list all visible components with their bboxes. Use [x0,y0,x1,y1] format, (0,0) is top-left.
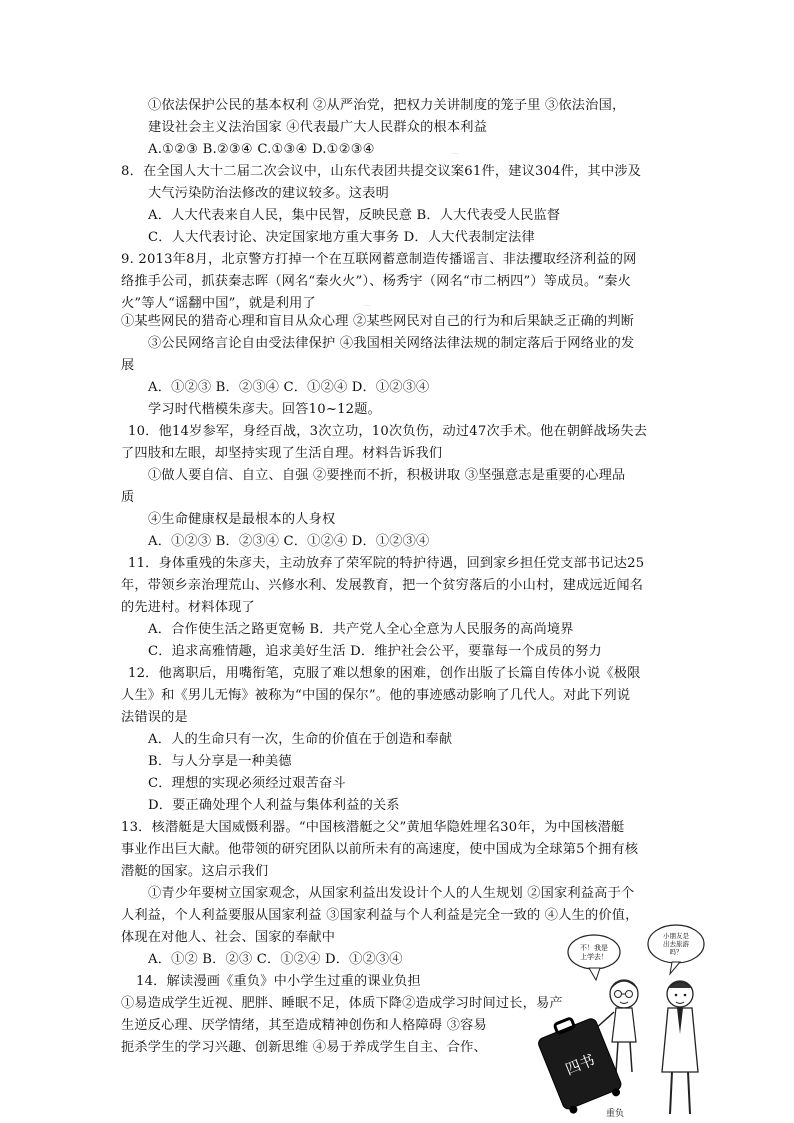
bubble-left-text-1: 不！我是 [580,944,608,952]
q7-choices: A.①②③ B.②③④ C.①③④ D.①②③④ [148,142,375,157]
q11-options-cd: C．追求高雅情趣，追求美好生活 D．维护社会公平，要靠每一个成员的努力 [148,644,602,659]
q13-option-line-2: 人利益，个人利益要服从国家利益 ③国家利益与个人利益是完全一致的 ④人生的价值， [121,908,639,923]
q14-line-2: ①易造成学生近视、肥胖、睡眠不足，体质下降②造成学习时间过长，易产 [121,996,563,1011]
cartoon-burden-illustration [534,922,706,1122]
q9-option-line-2: ③公民网络言论自由受法律保护 ④我国相关网络法律法规的制定落后于网络业的发 [148,336,635,351]
q12-option-a: A．人的生命只有一次，生命的价值在于创造和奉献 [148,732,453,747]
q9-line-2: 络推手公司，抓获秦志晖（网名“秦火火”）、杨秀宇（网名“市二柄四”）等成员。“秦火 [121,274,632,289]
watermark-mark: ..... [452,150,459,155]
q9-line-3: 火”等人“谣翻中国”，就是利用了 [121,296,316,311]
q14-line-3: 生逆反心理、厌学情绪，其至造成精神创伤和人格障碍 ③容易 [121,1018,487,1033]
q13-line-3: 潜艇的国家。这启示我们 [121,864,269,879]
bubble-left-text-2: 上学去！ [580,953,608,961]
q7-option-line-1: ①依法保护公民的基本权利 ②从严治党，把权力关讲制度的笼子里 ③依法治国， [148,98,626,113]
q9-option-line-3: 展 [121,358,135,373]
q9-option-line-1: ①某些网民的猎奇心理和盲目从众心理 ②某些网民对自己的行为和后果缺乏正确的判断 [121,314,635,329]
q12-option-b: B．与人分享是一种美德 [148,754,292,769]
q10-line-1: 10．他14岁参军，身经百战，3次立功，10次负伤，动过47次手术。他在朝鲜战场失去 [128,424,648,439]
suitcase-label: 四书 [562,1050,598,1079]
q9-choices: A．①②③ B．②③④ C．①②④ D．①②③④ [148,380,430,395]
q10-option-line-2: 质 [121,490,135,505]
q12-option-c: C．理想的实现必须经过艰苦奋斗 [148,776,346,791]
watermark-mark: ..... [364,302,371,307]
q12-line-2: 人生》和《男儿无悔》被称为“中国的保尔”。他的事迹感动影响了几代人。对此下列说 [121,688,631,703]
q14-line-4: 扼杀学生的学习兴趣、创新思维 ④易于养成学生自主、合作、 [121,1040,487,1055]
q11-line-2: 年，带领乡亲治理荒山、兴修水利、发展教育，把一个贫穷落后的小山村，建成远近闻名 [121,578,644,593]
bubble-right-text-2: 出去旅游 [663,940,689,948]
bubble-right-text-3: 吗？ [669,948,683,956]
q12-line-3: 法错误的是 [121,710,188,725]
section-intro: 学习时代楷模朱彦夫。回答10~12题。 [148,402,382,417]
q10-line-2: 了四肢和左眼，却坚持实现了生活自理。材料告诉我们 [121,446,443,461]
q9-line-1: 9. 2013年8月，北京警方打掉一个在互联网蓄意制造传播谣言、非法攫取经济利益的网 [121,252,637,267]
q12-option-d: D．要正确处理个人利益与集体利益的关系 [148,798,400,813]
q13-option-line-3: 体现在对他人、社会、国家的奉献中 [121,930,336,945]
q12-line-1: 12．他离职后，用嘴衔笔，克服了难以想象的困难，创作出版了长篇自传体小说《极限 [128,666,641,681]
q11-options-ab: A．合作使生活之路更宽畅 B．共产党人全心全意为人民服务的高尚境界 [148,622,574,637]
q11-line-1: 11．身体重残的朱彦夫，主动放弃了荣军院的特护待遇，回到家乡担任党支部书记达25 [128,556,645,571]
q13-option-line-1: ①青少年要树立国家观念，从国家利益出发设计个人的人生规划 ②国家利益高于个 [148,886,635,901]
bubble-right-text-1: 小朋友是 [663,932,689,940]
q13-line-2: 事业作出巨大献。他带领的研究团队以前所未有的高速度，使中国成为全球第5个拥有核 [121,842,639,857]
q7-option-line-2: 建设社会主义法治国家 ④代表最广大人民群众的根本利益 [148,120,488,135]
q14-line-1: 14．解读漫画《重负》中小学生过重的课业负担 [136,974,421,989]
q13-choices: A．①② B．②③ C．①②④ D．①②③④ [148,952,403,967]
q8-options-cd: C．人大代表讨论、决定国家地方重大事务 D．人大代表制定法律 [148,230,535,245]
q8-options-ab: A．人大代表来自人民，集中民智，反映民意 B．人大代表受人民监督 [148,208,561,223]
q13-line-1: 13．核潜艇是大国威慑利器。“中国核潜艇之父”黄旭华隐姓埋名30年，为中国核潜艇 [121,820,625,835]
q10-option-line-1: ①做人要自信、自立、自强 ②要挫而不折，积极讲取 ③坚强意志是重要的心理品 [148,468,626,483]
q8-line-2: 大气污染防治法修改的建议较多。这表明 [148,186,389,201]
q8-line-1: 8．在全国人大十二届二次会议中，山东代表团共提交议案61件，建议304件，其中涉及 [121,164,642,179]
cartoon-caption: 重负 [606,1109,625,1119]
q10-choices: A．①②③ B．②③④ C．①②④ D．①②③④ [148,534,430,549]
q11-line-3: 的先进村。材料体现了 [121,600,255,615]
q10-option-line-3: ④生命健康权是最根本的人身权 [148,512,336,527]
